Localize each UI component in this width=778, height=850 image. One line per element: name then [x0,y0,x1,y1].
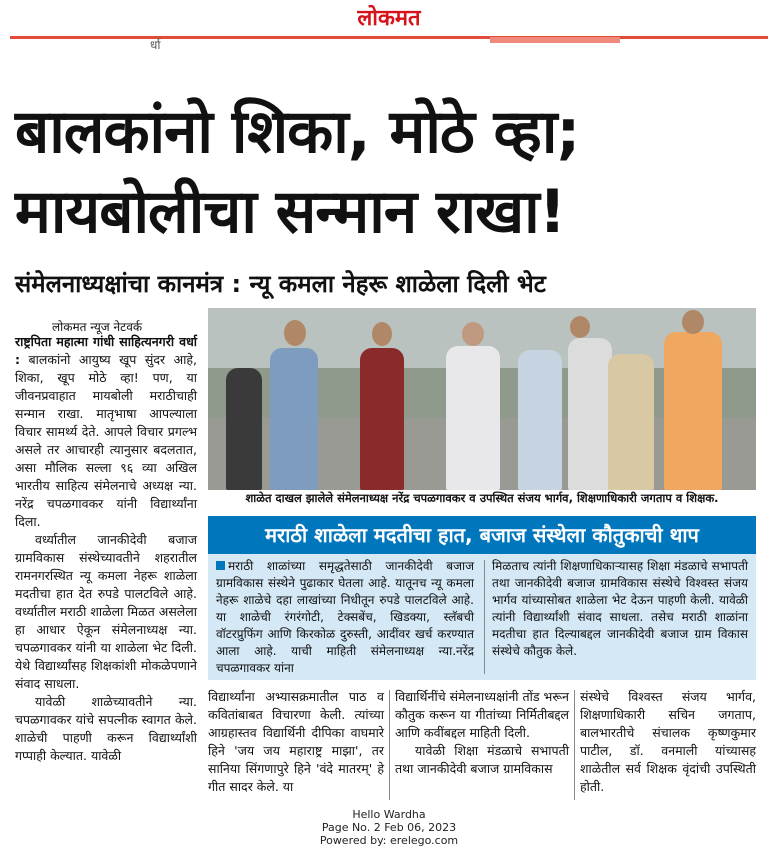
paragraph-4: विद्यार्थिनींचे संमेलनाध्यक्षांनी तोंड भरून कौतुक करून या गीतांच्या निर्मितीबद्दल आणि कवींबद्दल माहिती दिली. [395,689,569,740]
byline: लोकमत न्यूज नेटवर्क [52,320,143,334]
subheadline: संमेलनाध्यक्षांचा कानमंत्र : न्यू कमला नेहरू शाळेला दिली भेट [15,270,546,298]
article-column-3 [395,688,569,778]
box-right-text: मिळताच त्यांनी शिक्षणाधिकाऱ्यासह शिक्षा मंडळाचे सभापती तथा जानकीदेवी बजाज ग्रामविकास संस्थेचे विश्वस्त संजय भार्गव यांच्यासोबत शाळेला भेट देऊन पाहणी केली. यावेळी त्यांनी विद्यार्थ्यांशी संवाद साधला. तसेच मराठी शाळांना मदतीचा हात दिल्याबद्दल जानकीदेवी बजाज ग्राम विकास संस्थेचे कौतुक केले. [492,559,748,658]
footer-powered: Powered by: erelego.com [319,834,459,847]
box-left-text: मराठी शाळांच्या समृद्धतेसाठी जानकीदेवी बजाज ग्रामविकास संस्थेने पुढाकार घेतला आहे. यातूनच न्यू कमला नेहरू शाळेचे दहा लाखांच्या निधीतून रुपडे पालटविले आहे. या शाळेची रंगरंगोटी, टेक्सबेंच, खिडक्या, स्लॅबची वॉटरप्रुफिंग आणि किरकोळ दुरुस्ती, आदींवर खर्च करण्यात आला आहे. याची माहिती संमेलनाध्यक्ष न्या.नरेंद्र चपळगावकर यांना [216,559,474,675]
article-column-1 [15,333,197,765]
dateline: राष्ट्रपिता महात्मा गांधी साहित्यनगरी वर्धा : [15,334,197,367]
sidebar-box [208,554,756,680]
masthead-fragment-bar [490,37,620,43]
box-title: मराठी शाळेला मदतीचा हात, बजाज संस्थेला कौतुकाची थाप [208,516,756,554]
masthead-fragment: र्धा [150,38,161,52]
masthead [0,0,778,52]
paragraph-1: बालकांनो आयुष्य खूप सुंदर आहे, शिका, खूप मोठे व्हा! पण, या जीवनप्रवाहात मायबोली मराठीचाही सन्मान राखा. मातृभाषा आपल्याला विचार सामर्थ्य देते. आपले विचार प्रगल्भ असले तर आचारही त्यानुसार बदलतात, असा मौलिक सल्ला ९६ व्या अखिल भारतीय साहित्य संमेलनाचे अध्यक्ष न्या. नरेंद्र चपळगावकर यांनी विद्यार्थ्यांना दिला. [15,352,197,529]
bullet-square-icon [216,561,225,570]
box-left-column [216,558,474,677]
footer-page: Page No. 2 Feb 06, 2023 [321,821,457,834]
paragraph-2: वर्ध्यातील जानकीदेवी बजाज ग्रामविकास संस्थेच्यावतीने शहरातील रामनगरस्थित न्यू कमला नेहरू शाळेला मदतीचा हात देत रुपडे पालटविले आहे. वर्ध्यातील मराठी शाळेला मिळत असलेला हा आधार ऐकून संमेलनाध्यक्ष न्या. चपळगावकर यांनी या शाळेला भेट दिली. येथे विद्यार्थ्यांसह शिक्षकांशी मोकळेपणाने संवाद साधला. [15,532,197,691]
paragraph-3: यावेळी शाळेच्यावतीने न्या. चपळगावकर यांचे सपत्नीक स्वागत केले. शाळेची पाहणी करून विद्यार्थ्यांशी गप्पाही केल्यात. यावेळी [15,694,197,763]
headline [15,92,765,252]
news-photo [208,308,756,490]
article-column-4: संस्थेचे विश्वस्त संजय भार्गव, शिक्षणाधिकारी सचिन जगताप, बालभारतीचे संचालक कृष्णकुमार पाटील, डॉ. वनमाली यांच्यासह शाळेतील सर्व शिक्षक वृंदांची उपस्थिती होती. [580,689,756,794]
footer-edition: Hello Wardha [352,808,426,821]
article-column-2: विद्यार्थ्यांना अभ्यासक्रमातील पाठ व कवितांबाबत विचारणा केली. त्यांच्या आग्रहास्तव विद्यार्थिनी दीपिका वाघमारे हिने 'जय जय महाराष्ट्र माझा', तर सानिया सिंगणापुरे हिने 'वंदे मातरम्' हे गीत सादर केले. या [208,689,384,794]
headline-line-2: मायबोलीचा सन्मान राखा! [15,177,566,247]
newspaper-logo: लोकमत [357,6,421,31]
headline-line-1: बालकांनो शिका, मोठे व्हा; [15,97,580,167]
photo-caption: शाळेत दाखल झालेले संमेलनाध्यक्ष नरेंद्र चपळगावकर व उपस्थित संजय भार्गव, शिक्षणाधिकारी जगताप व शिक्षक. [245,491,719,505]
paragraph-5: यावेळी शिक्षा मंडळाचे सभापती तथा जानकीदेवी बजाज ग्रामविकास [395,743,569,776]
masthead-strip [10,36,768,39]
